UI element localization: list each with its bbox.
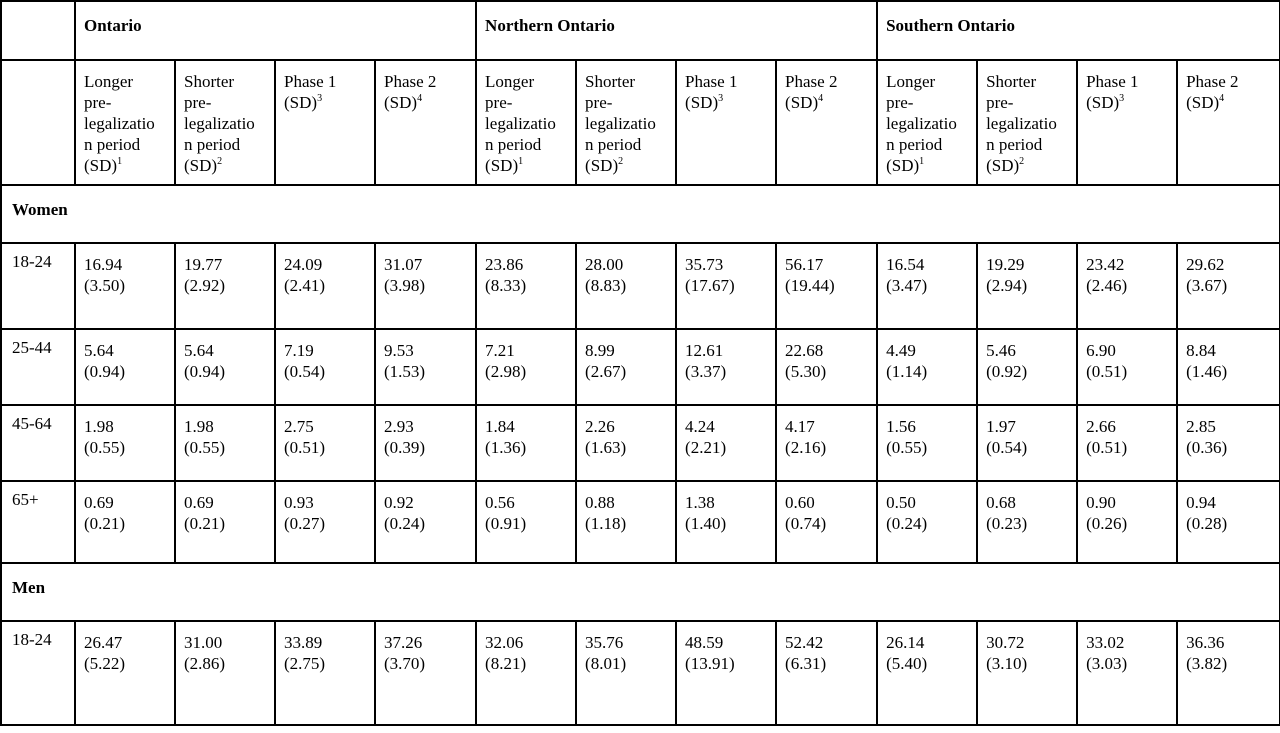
sd-value: (0.94) xyxy=(84,362,126,381)
subheader-sd-line xyxy=(1086,92,1176,113)
mean-value: 0.94 xyxy=(1186,493,1216,512)
value-cell xyxy=(375,243,476,329)
subheader-line: pre- xyxy=(84,93,112,112)
sd-value: (0.36) xyxy=(1186,438,1228,457)
mean-value: 1.98 xyxy=(84,417,114,436)
sd-value: (2.98) xyxy=(485,362,527,381)
sd-value: (3.47) xyxy=(886,276,928,295)
footnote-marker: 2 xyxy=(1019,156,1025,167)
subheader-line: Shorter xyxy=(585,72,636,91)
mean-value: 16.54 xyxy=(886,255,925,274)
sd-value: (1.53) xyxy=(384,362,426,381)
column-subheader xyxy=(476,60,576,185)
age-group-cell: 45-64 xyxy=(1,405,75,481)
value-cell xyxy=(1077,243,1177,329)
value-cell xyxy=(576,481,676,563)
mean-value: 0.90 xyxy=(1086,493,1116,512)
mean-value: 0.69 xyxy=(184,493,214,512)
value-cell xyxy=(75,329,175,405)
value-cell xyxy=(977,329,1077,405)
mean-value: 0.60 xyxy=(785,493,815,512)
subheader-line: Longer xyxy=(886,72,936,91)
subheader-line: legalizatio xyxy=(585,114,656,133)
value-cell xyxy=(75,243,175,329)
mean-value: 12.61 xyxy=(685,341,724,360)
sd-value: (2.94) xyxy=(986,276,1028,295)
subheader-sd-line xyxy=(986,155,1076,176)
table-row xyxy=(1,481,1280,563)
age-group-cell: 18-24 xyxy=(1,243,75,329)
region-header-row xyxy=(1,1,1280,60)
value-cell xyxy=(375,405,476,481)
sd-value: (2.92) xyxy=(184,276,226,295)
table-row xyxy=(1,405,1280,481)
value-cell xyxy=(776,481,877,563)
mean-value: 2.26 xyxy=(585,417,615,436)
column-subheader xyxy=(275,60,375,185)
mean-value: 5.64 xyxy=(184,341,214,360)
mean-value: 0.93 xyxy=(284,493,314,512)
value-cell xyxy=(776,405,877,481)
column-subheader-row xyxy=(1,60,1280,185)
value-cell xyxy=(877,243,977,329)
subheader-corner-cell xyxy=(1,60,75,185)
value-cell xyxy=(275,243,375,329)
section-row-men xyxy=(1,563,1280,621)
section-row-women xyxy=(1,185,1280,243)
mean-value: 0.69 xyxy=(84,493,114,512)
footnote-marker: 1 xyxy=(518,156,524,167)
value-cell xyxy=(1177,481,1280,563)
value-cell xyxy=(676,405,776,481)
subheader-line: Shorter xyxy=(986,72,1037,91)
footnote-marker: 2 xyxy=(217,156,223,167)
sd-value: (0.21) xyxy=(184,514,226,533)
value-cell xyxy=(576,329,676,405)
subheader-sd-text: (SD) xyxy=(84,156,118,175)
value-cell xyxy=(375,621,476,725)
sd-value: (0.94) xyxy=(184,362,226,381)
mean-value: 0.56 xyxy=(485,493,515,512)
mean-value: 7.19 xyxy=(284,341,314,360)
mean-value: 19.29 xyxy=(986,255,1025,274)
subheader-line: pre- xyxy=(184,93,212,112)
region-header-southern-ontario: Southern Ontario xyxy=(877,1,1280,60)
column-subheader xyxy=(1177,60,1280,185)
value-cell xyxy=(1077,329,1177,405)
sd-value: (2.75) xyxy=(284,654,326,673)
value-cell xyxy=(576,405,676,481)
sd-value: (0.51) xyxy=(284,438,326,457)
corner-cell xyxy=(1,1,75,60)
mean-value: 19.77 xyxy=(184,255,223,274)
value-cell xyxy=(776,621,877,725)
subheader-line: legalizatio xyxy=(84,114,155,133)
subheader-sd-line xyxy=(785,92,876,113)
sd-value: (1.14) xyxy=(886,362,928,381)
value-cell xyxy=(1177,621,1280,725)
sd-value: (1.46) xyxy=(1186,362,1228,381)
value-cell xyxy=(1077,405,1177,481)
subheader-line: Phase 1 xyxy=(685,72,738,91)
sd-value: (1.63) xyxy=(585,438,627,457)
value-cell xyxy=(275,481,375,563)
section-label: Men xyxy=(1,563,1280,621)
sd-value: (2.16) xyxy=(785,438,827,457)
sd-value: (5.22) xyxy=(84,654,126,673)
mean-value: 0.50 xyxy=(886,493,916,512)
mean-value: 8.99 xyxy=(585,341,615,360)
mean-value: 0.68 xyxy=(986,493,1016,512)
sd-value: (0.21) xyxy=(84,514,126,533)
sd-value: (0.23) xyxy=(986,514,1028,533)
subheader-sd-line xyxy=(685,92,775,113)
mean-value: 7.21 xyxy=(485,341,515,360)
subheader-line: legalizatio xyxy=(485,114,556,133)
subheader-sd-text: (SD) xyxy=(785,93,819,112)
value-cell xyxy=(75,405,175,481)
footnote-marker: 3 xyxy=(718,93,724,104)
mean-value: 23.42 xyxy=(1086,255,1125,274)
subheader-sd-text: (SD) xyxy=(986,156,1020,175)
column-subheader xyxy=(1077,60,1177,185)
subheader-line: legalizatio xyxy=(886,114,957,133)
mean-value: 1.84 xyxy=(485,417,515,436)
value-cell xyxy=(1177,329,1280,405)
value-cell xyxy=(676,621,776,725)
value-cell xyxy=(977,243,1077,329)
table-row xyxy=(1,329,1280,405)
subheader-sd-text: (SD) xyxy=(685,93,719,112)
value-cell xyxy=(275,621,375,725)
value-cell xyxy=(476,405,576,481)
mean-value: 26.47 xyxy=(84,633,123,652)
column-subheader xyxy=(175,60,275,185)
column-subheader xyxy=(676,60,776,185)
value-cell xyxy=(476,329,576,405)
value-cell xyxy=(1177,243,1280,329)
subheader-sd-line xyxy=(585,155,675,176)
subheader-sd-line xyxy=(886,155,976,176)
mean-value: 31.00 xyxy=(184,633,223,652)
sd-value: (3.37) xyxy=(685,362,727,381)
sd-value: (0.55) xyxy=(84,438,126,457)
mean-value: 6.90 xyxy=(1086,341,1116,360)
mean-value: 24.09 xyxy=(284,255,323,274)
mean-value: 5.64 xyxy=(84,341,114,360)
sd-value: (3.70) xyxy=(384,654,426,673)
footnote-marker: 3 xyxy=(1119,93,1125,104)
mean-value: 26.14 xyxy=(886,633,925,652)
mean-value: 33.89 xyxy=(284,633,323,652)
region-header-northern-ontario: Northern Ontario xyxy=(476,1,877,60)
value-cell xyxy=(576,243,676,329)
column-subheader xyxy=(977,60,1077,185)
mean-value: 8.84 xyxy=(1186,341,1216,360)
mean-value: 35.73 xyxy=(685,255,724,274)
subheader-sd-text: (SD) xyxy=(1086,93,1120,112)
subheader-line: pre- xyxy=(986,93,1014,112)
value-cell xyxy=(375,481,476,563)
value-cell xyxy=(175,621,275,725)
table-row xyxy=(1,243,1280,329)
mean-value: 4.17 xyxy=(785,417,815,436)
mean-value: 32.06 xyxy=(485,633,524,652)
subheader-line: legalizatio xyxy=(986,114,1057,133)
subheader-line: pre- xyxy=(485,93,513,112)
sd-value: (8.21) xyxy=(485,654,527,673)
region-header-ontario: Ontario xyxy=(75,1,476,60)
footnote-marker: 4 xyxy=(417,93,423,104)
column-subheader xyxy=(75,60,175,185)
table-body xyxy=(1,1,1280,725)
subheader-sd-text: (SD) xyxy=(585,156,619,175)
sd-value: (3.03) xyxy=(1086,654,1128,673)
subheader-sd-line xyxy=(384,92,475,113)
sd-value: (3.67) xyxy=(1186,276,1228,295)
subheader-line: Phase 2 xyxy=(384,72,437,91)
mean-value: 28.00 xyxy=(585,255,624,274)
subheader-line: legalizatio xyxy=(184,114,255,133)
mean-value: 16.94 xyxy=(84,255,123,274)
mean-value: 36.36 xyxy=(1186,633,1225,652)
value-cell xyxy=(275,405,375,481)
value-cell xyxy=(877,481,977,563)
column-subheader xyxy=(776,60,877,185)
mean-value: 29.62 xyxy=(1186,255,1225,274)
subheader-sd-line xyxy=(184,155,274,176)
subheader-sd-text: (SD) xyxy=(384,93,418,112)
value-cell xyxy=(877,405,977,481)
sd-value: (8.83) xyxy=(585,276,627,295)
sd-value: (0.55) xyxy=(886,438,928,457)
sd-value: (0.24) xyxy=(384,514,426,533)
value-cell xyxy=(175,481,275,563)
value-cell xyxy=(576,621,676,725)
subheader-line: n period xyxy=(585,135,642,154)
mean-value: 0.92 xyxy=(384,493,414,512)
subheader-line: Phase 1 xyxy=(284,72,337,91)
age-group-cell: 65+ xyxy=(1,481,75,563)
footnote-marker: 4 xyxy=(1219,93,1225,104)
subheader-sd-line xyxy=(284,92,374,113)
mean-value: 0.88 xyxy=(585,493,615,512)
subheader-line: pre- xyxy=(886,93,914,112)
mean-value: 1.97 xyxy=(986,417,1016,436)
value-cell xyxy=(877,621,977,725)
sd-value: (0.28) xyxy=(1186,514,1228,533)
sd-value: (3.50) xyxy=(84,276,126,295)
age-group-cell: 25-44 xyxy=(1,329,75,405)
mean-value: 2.75 xyxy=(284,417,314,436)
column-subheader xyxy=(576,60,676,185)
sd-value: (8.33) xyxy=(485,276,527,295)
value-cell xyxy=(476,243,576,329)
subheader-line: Shorter xyxy=(184,72,235,91)
mean-value: 56.17 xyxy=(785,255,824,274)
mean-value: 31.07 xyxy=(384,255,423,274)
sd-value: (1.18) xyxy=(585,514,627,533)
value-cell xyxy=(175,329,275,405)
sd-value: (0.91) xyxy=(485,514,527,533)
value-cell xyxy=(877,329,977,405)
mean-value: 33.02 xyxy=(1086,633,1125,652)
value-cell xyxy=(175,243,275,329)
subheader-line: n period xyxy=(84,135,141,154)
subheader-sd-line xyxy=(84,155,174,176)
mean-value: 52.42 xyxy=(785,633,824,652)
mean-value: 2.85 xyxy=(1186,417,1216,436)
sd-value: (0.27) xyxy=(284,514,326,533)
sd-value: (6.31) xyxy=(785,654,827,673)
subheader-line: pre- xyxy=(585,93,613,112)
mean-value: 9.53 xyxy=(384,341,414,360)
sd-value: (0.51) xyxy=(1086,438,1128,457)
subheader-line: Longer xyxy=(84,72,134,91)
sd-value: (2.21) xyxy=(685,438,727,457)
sd-value: (19.44) xyxy=(785,276,835,295)
sd-value: (3.82) xyxy=(1186,654,1228,673)
sd-value: (2.46) xyxy=(1086,276,1128,295)
mean-value: 1.56 xyxy=(886,417,916,436)
footnote-marker: 3 xyxy=(317,93,323,104)
value-cell xyxy=(75,481,175,563)
sd-value: (3.98) xyxy=(384,276,426,295)
footnote-marker: 1 xyxy=(919,156,925,167)
sd-value: (0.39) xyxy=(384,438,426,457)
subheader-line: Longer xyxy=(485,72,535,91)
mean-value: 23.86 xyxy=(485,255,524,274)
subheader-sd-text: (SD) xyxy=(485,156,519,175)
age-group-cell: 18-24 xyxy=(1,621,75,725)
mean-value: 4.49 xyxy=(886,341,916,360)
sd-value: (8.01) xyxy=(585,654,627,673)
sd-value: (5.40) xyxy=(886,654,928,673)
column-subheader xyxy=(877,60,977,185)
sd-value: (0.24) xyxy=(886,514,928,533)
sd-value: (17.67) xyxy=(685,276,735,295)
value-cell xyxy=(75,621,175,725)
value-cell xyxy=(676,481,776,563)
sd-value: (0.55) xyxy=(184,438,226,457)
sd-value: (2.67) xyxy=(585,362,627,381)
mean-value: 4.24 xyxy=(685,417,715,436)
sd-value: (0.26) xyxy=(1086,514,1128,533)
section-label: Women xyxy=(1,185,1280,243)
subheader-sd-text: (SD) xyxy=(1186,93,1220,112)
value-cell xyxy=(476,621,576,725)
mean-value: 1.98 xyxy=(184,417,214,436)
value-cell xyxy=(977,621,1077,725)
sd-value: (13.91) xyxy=(685,654,735,673)
sd-value: (2.86) xyxy=(184,654,226,673)
column-subheader xyxy=(375,60,476,185)
sd-value: (1.36) xyxy=(485,438,527,457)
subheader-sd-text: (SD) xyxy=(886,156,920,175)
subheader-line: Phase 2 xyxy=(785,72,838,91)
mean-value: 2.93 xyxy=(384,417,414,436)
subheader-line: n period xyxy=(886,135,943,154)
value-cell xyxy=(776,243,877,329)
sd-value: (0.54) xyxy=(284,362,326,381)
value-cell xyxy=(977,481,1077,563)
subheader-line: n period xyxy=(986,135,1043,154)
footnote-marker: 2 xyxy=(618,156,624,167)
footnote-marker: 1 xyxy=(117,156,123,167)
value-cell xyxy=(1077,481,1177,563)
sd-value: (5.30) xyxy=(785,362,827,381)
value-cell xyxy=(676,243,776,329)
sd-value: (1.40) xyxy=(685,514,727,533)
value-cell xyxy=(776,329,877,405)
mean-value: 35.76 xyxy=(585,633,624,652)
table-row xyxy=(1,621,1280,725)
mean-value: 1.38 xyxy=(685,493,715,512)
subheader-line: Phase 2 xyxy=(1186,72,1239,91)
mean-value: 2.66 xyxy=(1086,417,1116,436)
mean-value: 5.46 xyxy=(986,341,1016,360)
subheader-line: Phase 1 xyxy=(1086,72,1139,91)
value-cell xyxy=(676,329,776,405)
footnote-marker: 4 xyxy=(818,93,824,104)
subheader-line: n period xyxy=(485,135,542,154)
mean-value: 48.59 xyxy=(685,633,724,652)
subheader-sd-line xyxy=(485,155,575,176)
sd-value: (0.92) xyxy=(986,362,1028,381)
value-cell xyxy=(275,329,375,405)
subheader-sd-text: (SD) xyxy=(184,156,218,175)
value-cell xyxy=(375,329,476,405)
sd-value: (2.41) xyxy=(284,276,326,295)
value-cell xyxy=(1077,621,1177,725)
value-cell xyxy=(476,481,576,563)
value-cell xyxy=(977,405,1077,481)
subheader-sd-line xyxy=(1186,92,1279,113)
value-cell xyxy=(175,405,275,481)
subheader-sd-text: (SD) xyxy=(284,93,318,112)
sd-value: (0.54) xyxy=(986,438,1028,457)
subheader-line: n period xyxy=(184,135,241,154)
mean-value: 22.68 xyxy=(785,341,824,360)
mean-value: 30.72 xyxy=(986,633,1025,652)
sd-value: (3.10) xyxy=(986,654,1028,673)
sd-value: (0.74) xyxy=(785,514,827,533)
mean-value: 37.26 xyxy=(384,633,423,652)
sd-value: (0.51) xyxy=(1086,362,1128,381)
value-cell xyxy=(1177,405,1280,481)
